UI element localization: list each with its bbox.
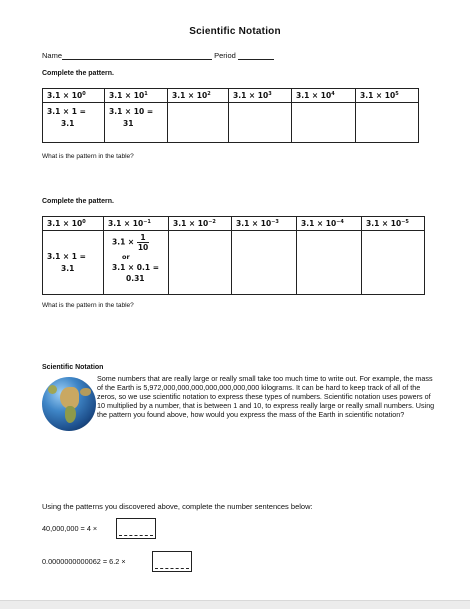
header-cell: $3.1 \times 10^{-2}$ <box>169 217 232 231</box>
fraction: $\frac{1}{10}$ <box>137 233 149 252</box>
answer-cell: 3.1 × $\frac{1}{10}$ or 3.1 × 0.1 = 0.31 <box>104 231 169 295</box>
answer-cell: 3.1 × 1 = 3.1 <box>43 103 105 143</box>
name-blank[interactable] <box>62 51 212 60</box>
header-cell: $3.1 \times 10^1$ <box>105 89 168 103</box>
pattern-question-2: What is the pattern in the table? <box>42 302 134 309</box>
page-title: Scientific Notation <box>189 26 281 37</box>
earth-globe-icon <box>42 377 96 431</box>
answer-cell-blank[interactable] <box>356 103 419 143</box>
answer-cell: 3.1 × 10 = 31 <box>105 103 168 143</box>
answer-cell-blank[interactable] <box>169 231 232 295</box>
section-heading: Scientific Notation <box>42 364 104 371</box>
header-cell: $3.1 \times 10^4$ <box>292 89 356 103</box>
answer-cell-blank[interactable] <box>297 231 362 295</box>
period-label: Period <box>214 51 236 60</box>
answer-cell-blank[interactable] <box>168 103 229 143</box>
table-answer-row <box>43 231 425 295</box>
number-sentence: 40,000,000 = 4 × <box>42 524 98 533</box>
number-sentence: 0.0000000000062 = 6.2 × <box>42 557 126 566</box>
answer-cell: 3.1 × 1 = 3.1 <box>43 231 104 295</box>
period-blank[interactable] <box>238 51 274 60</box>
number-sentences-intro: Using the patterns you discovered above, complete the number sentences below: <box>42 502 313 511</box>
table-answer-row <box>43 103 419 143</box>
header-cell: $3.1 \times 10^{-1}$ <box>104 217 169 231</box>
name-period-line <box>42 51 274 60</box>
header-cell: $3.1 \times 10^{-3}$ <box>232 217 297 231</box>
header-cell: $3.1 \times 10^0$ <box>43 89 105 103</box>
pattern-instruction-2: Complete the pattern. <box>42 198 114 205</box>
answer-cell-blank[interactable] <box>229 103 292 143</box>
pattern-question-1: What is the pattern in the table? <box>42 153 134 160</box>
header-cell: $3.1 \times 10^{-4}$ <box>297 217 362 231</box>
header-cell: $3.1 \times 10^3$ <box>229 89 292 103</box>
pattern-instruction-1: Complete the pattern. <box>42 70 114 77</box>
header-cell: $3.1 \times 10^2$ <box>168 89 229 103</box>
header-cell: $3.1 \times 10^{-5}$ <box>362 217 425 231</box>
explanation-paragraph: Some numbers that are really large or really small take too much time to write out. For example, the mass of the Earth is 5,972,000,000,000,000,000,000,000 kilograms. It can be hard to keep track of all of the zeros, so we use scientific notation to express these types of numbers. Scientific notation uses powers of 10 multiplied by a number, that is between 1 and 10, to express really large or really small numbers. Using the pattern you found above, how would you express the mass of the Earth in scientific notation? <box>97 374 435 419</box>
answer-box[interactable] <box>116 518 156 539</box>
answer-cell-blank[interactable] <box>362 231 425 295</box>
pattern-table-1 <box>42 88 419 143</box>
name-label: Name <box>42 51 63 60</box>
table-header-row <box>43 217 425 231</box>
header-cell: $3.1 \times 10^5$ <box>356 89 419 103</box>
answer-box[interactable] <box>152 551 192 572</box>
pattern-table-2 <box>42 216 425 295</box>
header-cell: $3.1 \times 10^0$ <box>43 217 104 231</box>
answer-cell-blank[interactable] <box>232 231 297 295</box>
answer-cell-blank[interactable] <box>292 103 356 143</box>
table-header-row <box>43 89 419 103</box>
